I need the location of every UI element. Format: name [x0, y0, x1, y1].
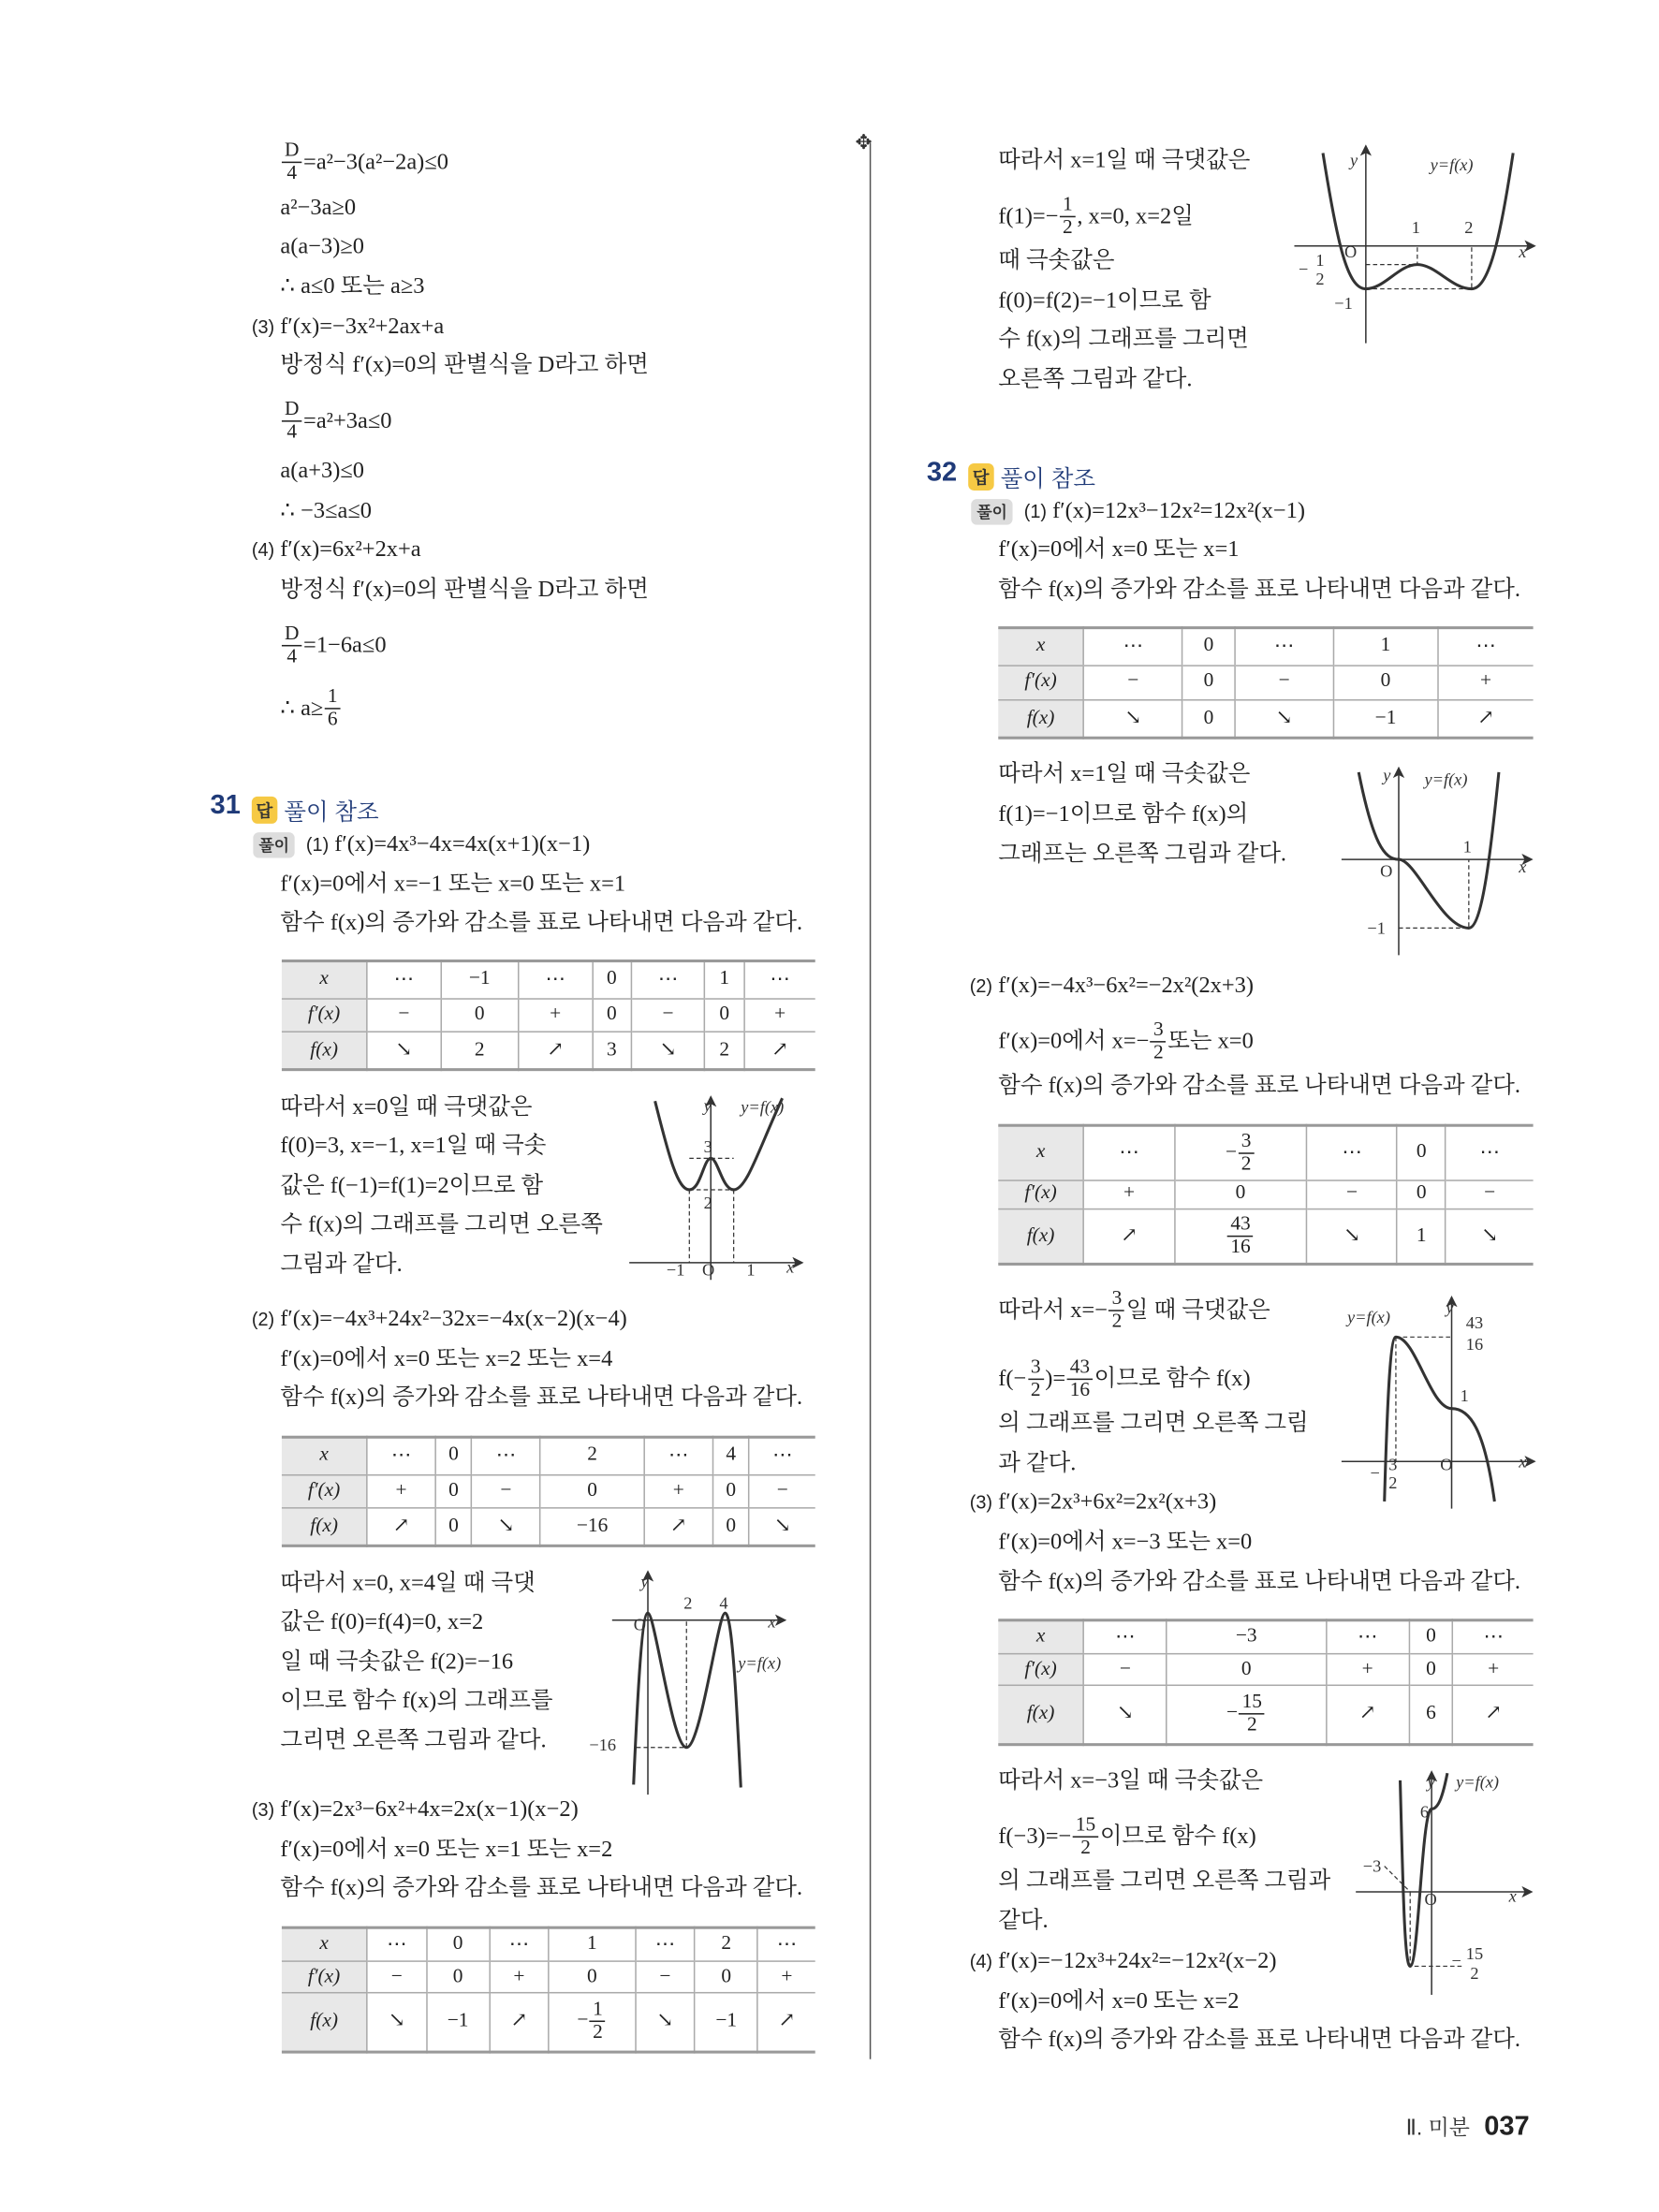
table-cell: 6 — [1409, 1685, 1453, 1745]
table-cell: ⋯ — [1084, 1125, 1175, 1180]
numerator: 3 — [1109, 1288, 1125, 1311]
table-cell: 0 — [1397, 1180, 1446, 1209]
line-text: 수 f(x)의 그래프를 그리면 오른쪽 — [280, 1212, 603, 1238]
line-text: 값은 f(0)=f(4)=0, x=2 — [280, 1610, 484, 1635]
table-cell: ↘ — [1084, 700, 1182, 738]
line-text: 함수 f(x)의 증가와 감소를 표로 나타내면 다음과 같다. — [998, 578, 1521, 603]
line-text: 함수 f(x)의 증가와 감소를 표로 나타내면 다음과 같다. — [280, 911, 803, 936]
axis-label-x: x — [1508, 1886, 1517, 1906]
table-cell: f(x) — [282, 1509, 367, 1546]
table-cell: + — [644, 1474, 712, 1509]
axis-label-x: x — [1519, 1452, 1527, 1472]
line-text: 함수 f(x)의 증가와 감소를 표로 나타내면 다음과 같다. — [280, 1385, 803, 1411]
table-cell: − — [367, 1961, 426, 1992]
numerator: 15 — [1073, 1815, 1098, 1838]
line-text: , x=0, x=2일 — [1077, 203, 1194, 228]
table-cell: ↘ — [1084, 1685, 1167, 1745]
answer-text: 풀이 참조 — [1000, 467, 1095, 492]
sign: − — [1226, 1703, 1239, 1725]
sign: − — [577, 2011, 589, 2032]
line-text: 따라서 x=−3일 때 극솟값은 — [998, 1768, 1264, 1794]
numerator: 3 — [1151, 1019, 1167, 1042]
part-label: (3) — [251, 1798, 275, 1821]
line-text: 따라서 x=0, x=4일 때 극댓 — [280, 1571, 536, 1596]
denominator: 2 — [593, 2022, 603, 2044]
table-cell: 0 — [426, 1927, 489, 1961]
line-text: 또는 x=0 — [1167, 1029, 1254, 1054]
ornament-icon: ✥ — [855, 133, 873, 154]
part-label: (2) — [969, 974, 992, 997]
line-text: f′(x)=12x³−12x²=12x²(x−1) — [1052, 499, 1305, 524]
table-cell: 1 — [1333, 628, 1438, 666]
table-cell: ⋯ — [490, 1927, 549, 1961]
graph-32-3 — [1356, 1773, 1530, 1995]
curve-label: y=f(x) — [741, 1097, 785, 1117]
line-text: f′(x)=0에서 x=−1 또는 x=0 또는 x=1 — [280, 872, 626, 897]
answer-badge: 답 — [252, 797, 277, 824]
table-cell: ↗ — [644, 1509, 712, 1546]
page-number: 037 — [1484, 2112, 1530, 2143]
line-text: 때 극솟값은 — [998, 248, 1115, 273]
table-cell: ⋯ — [367, 961, 441, 999]
table-cell: ↗ — [757, 1993, 815, 2053]
denominator: 2 — [1063, 217, 1073, 240]
table-cell: − — [636, 1961, 695, 1992]
graph-31-1 — [629, 1095, 800, 1280]
origin-label: O — [1424, 1889, 1437, 1909]
table-cell: 0 — [1409, 1620, 1453, 1654]
line-text: 이므로 함수 f(x) — [1094, 1366, 1251, 1391]
line-text: ∴ −3≤a≤0 — [280, 499, 372, 524]
tick-label: 2 — [683, 1593, 693, 1613]
table-cell: f′(x) — [282, 1474, 367, 1509]
tick-label: 2 — [703, 1193, 712, 1212]
line-text: f′(x)=0에서 x=−3 또는 x=0 — [998, 1530, 1253, 1555]
table-cell: ↗ — [744, 1033, 815, 1070]
table-cell: 0 — [1182, 666, 1235, 700]
origin-label: O — [1440, 1455, 1453, 1474]
table-cell: f′(x) — [282, 1961, 367, 1992]
table-cell: 2 — [695, 1927, 757, 1961]
graph-30-4 — [1294, 147, 1533, 343]
table-cell: x — [282, 961, 367, 999]
solution-badge: 풀이 — [971, 499, 1013, 524]
table-cell: ⋯ — [636, 1927, 695, 1961]
table-cell: f(x) — [282, 1033, 367, 1070]
origin-label: O — [702, 1260, 715, 1280]
table-cell: ↘ — [367, 1033, 441, 1070]
table-cell: ⋯ — [1084, 628, 1182, 666]
line-text: f′(x)=−12x³+24x²=−12x²(x−2) — [998, 1949, 1277, 1974]
table-cell: ⋯ — [1326, 1620, 1408, 1654]
part-label: (3) — [969, 1491, 992, 1514]
line-text: f′(x)=2x³−6x²+4x=2x(x−1)(x−2) — [280, 1797, 579, 1823]
table-cell: ↗ — [1438, 700, 1534, 738]
part-label: (1) — [1023, 500, 1048, 522]
table-cell: ↘ — [1307, 1209, 1398, 1265]
line-text: 과 같다. — [998, 1451, 1077, 1476]
line-text: 오른쪽 그림과 같다. — [998, 367, 1193, 392]
table-cell: x — [998, 628, 1083, 666]
tick-label: 1 — [1462, 837, 1472, 857]
curve-label: y=f(x) — [1456, 1772, 1500, 1792]
tick-label: −3 — [1362, 1856, 1382, 1876]
line-text: 이므로 함수 f(x) — [1099, 1824, 1256, 1849]
part-label: (1) — [305, 833, 330, 856]
line-text: 방정식 f′(x)=0의 판별식을 D라고 하면 — [280, 578, 649, 603]
line-text: f′(x)=−4x³−6x²=−2x²(2x+3) — [998, 974, 1255, 999]
table-cell: ↗ — [1453, 1685, 1534, 1745]
line-text: f(−3)=− — [998, 1824, 1072, 1849]
table-cell: 1 — [705, 961, 744, 999]
table-cell: ↘ — [636, 1993, 695, 2053]
line-text: ∴ a≥ — [280, 696, 324, 721]
table-cell: − — [472, 1474, 540, 1509]
line-text: 값은 f(−1)=f(1)=2이므로 함 — [280, 1174, 544, 1199]
table-cell: 0 — [712, 1474, 749, 1509]
tick-label: −1 — [1367, 918, 1386, 938]
tick-label: − — [1451, 1951, 1461, 1970]
line-text: 방정식 f′(x)=0의 판별식을 D라고 하면 — [280, 353, 649, 378]
line-text: f′(x)=0에서 x=0 또는 x=1 — [998, 537, 1240, 563]
numerator: 43 — [1227, 1214, 1253, 1237]
table-cell: + — [1453, 1654, 1534, 1685]
line-text: f′(x)=0에서 x=0 또는 x=2 — [998, 1988, 1240, 2014]
table-cell: + — [367, 1474, 435, 1509]
table-cell: f′(x) — [282, 998, 367, 1033]
line-text: 그래프는 오른쪽 그림과 같다. — [998, 842, 1287, 867]
part-label: (2) — [251, 1308, 275, 1330]
tick-label: −16 — [589, 1735, 617, 1754]
table-cell: 0 — [712, 1509, 749, 1546]
tick-label: 43 — [1465, 1313, 1484, 1333]
table-cell: ⋯ — [1438, 628, 1534, 666]
line-text: f(0)=3, x=−1, x=1일 때 극솟 — [280, 1134, 547, 1159]
table-cell: 0 — [1174, 1180, 1306, 1209]
tick-label: − — [1370, 1463, 1380, 1483]
table-cell: + — [1438, 666, 1534, 700]
denominator: 6 — [327, 709, 338, 731]
table-cell: ↗ — [1326, 1685, 1408, 1745]
origin-label: O — [633, 1615, 646, 1634]
curve-label: y=f(x) — [738, 1653, 782, 1673]
line-text: =a²+3a≤0 — [303, 408, 392, 433]
table-cell: 0 — [435, 1437, 472, 1474]
table-cell: + — [519, 998, 593, 1033]
table-cell: f′(x) — [998, 666, 1083, 700]
sign: − — [1226, 1142, 1238, 1164]
numerator: D — [282, 623, 302, 646]
table-cell: x — [998, 1125, 1083, 1180]
line-text: 그리면 오른쪽 그림과 같다. — [280, 1728, 547, 1753]
tick-label: 1 — [1460, 1386, 1469, 1406]
table-cell: f(x) — [282, 1993, 367, 2053]
question-number: 32 — [926, 457, 958, 488]
line-text: 이므로 함수 f(x)의 그래프를 — [280, 1689, 553, 1714]
table-cell: − — [631, 998, 705, 1033]
table-cell: ↗ — [367, 1509, 435, 1546]
axis-label-x: x — [1519, 242, 1527, 261]
table-cell: 0 — [1182, 628, 1235, 666]
curve-label: y=f(x) — [1346, 1308, 1390, 1327]
table-cell: x — [282, 1437, 367, 1474]
table-cell: ↘ — [472, 1509, 540, 1546]
origin-label: O — [1380, 861, 1393, 881]
denominator: 2 — [1241, 1153, 1252, 1176]
table-cell: ↗ — [1084, 1209, 1175, 1265]
table-cell: 3 — [592, 1033, 631, 1070]
part-label: (3) — [251, 315, 275, 338]
line-text: 일 때 극솟값은 f(2)=−16 — [280, 1649, 514, 1675]
question-number: 31 — [210, 790, 241, 821]
solution-badge: 풀이 — [253, 832, 295, 857]
line-text: =a²−3(a²−2a)≤0 — [303, 149, 448, 174]
axis-label-x: x — [1519, 857, 1527, 876]
axis-label-y: y — [1446, 1297, 1454, 1317]
table-cell: 0 — [1333, 666, 1438, 700]
line-text: f′(x)=6x²+2x+a — [280, 537, 421, 563]
table-cell: 2 — [705, 1033, 744, 1070]
table-cell: 0 — [435, 1509, 472, 1546]
numerator: 1 — [325, 686, 341, 709]
axis-label-y: y — [1383, 766, 1391, 785]
curve-label: y=f(x) — [1424, 769, 1468, 789]
line-text: f′(x)=−3x²+2ax+a — [280, 315, 445, 340]
table-cell: −1 — [426, 1993, 489, 2053]
line-text: 따라서 x=0일 때 극댓값은 — [280, 1095, 533, 1121]
tick-label: 2 — [1315, 269, 1325, 288]
table-cell: ⋯ — [1235, 628, 1333, 666]
table-cell: ⋯ — [1307, 1125, 1398, 1180]
denominator: 16 — [1230, 1237, 1251, 1259]
line-text: f′(x)=0에서 x=0 또는 x=1 또는 x=2 — [280, 1837, 613, 1862]
table-cell: f(x) — [998, 1685, 1083, 1745]
table-cell: 0 — [549, 1961, 636, 1992]
table-cell: 0 — [441, 998, 519, 1033]
table-cell: ↘ — [1235, 700, 1333, 738]
graph-31-2 — [612, 1573, 784, 1795]
table-cell: ↘ — [367, 1993, 426, 2053]
tick-label: 2 — [1464, 217, 1474, 237]
tick-label: −1 — [666, 1260, 685, 1280]
line-text: 같다. — [998, 1909, 1049, 1934]
line-text: 따라서 x=1일 때 극솟값은 — [998, 762, 1251, 787]
numerator: 1 — [1060, 195, 1076, 217]
axis-label-y: y — [1427, 1772, 1435, 1792]
table-cell: ⋯ — [749, 1437, 815, 1474]
axis-label-y: y — [703, 1095, 712, 1115]
line-text: 함수 f(x)의 증가와 감소를 표로 나타내면 다음과 같다. — [998, 1074, 1521, 1099]
tick-label: 1 — [746, 1260, 756, 1280]
denominator: 4 — [286, 646, 298, 668]
table-cell: f′(x) — [998, 1180, 1083, 1209]
denominator: 2 — [1152, 1042, 1164, 1064]
tick-label: 1 — [1315, 251, 1325, 271]
denominator: 2 — [1246, 1715, 1257, 1737]
table-cell: 0 — [1397, 1125, 1446, 1180]
line-text: f′(x)=0에서 x=0 또는 x=2 또는 x=4 — [280, 1346, 613, 1371]
numerator: 15 — [1240, 1692, 1265, 1715]
line-text: 함수 f(x)의 증가와 감소를 표로 나타내면 다음과 같다. — [280, 1876, 803, 1901]
table-cell: − — [1235, 666, 1333, 700]
table-cell: − — [1084, 666, 1182, 700]
table-cell: ⋯ — [1446, 1125, 1534, 1180]
table-cell: f(x) — [998, 1209, 1083, 1265]
denominator: 2 — [1111, 1311, 1123, 1333]
table-cell: ↘ — [631, 1033, 705, 1070]
line-text: 수 f(x)의 그래프를 그리면 — [998, 327, 1249, 352]
origin-label: O — [1343, 242, 1358, 261]
tick-label: −1 — [1334, 293, 1353, 313]
table-cell: + — [490, 1961, 549, 1992]
tick-label: 2 — [1388, 1473, 1398, 1493]
line-text: )= — [1045, 1366, 1066, 1391]
line-text: 따라서 x=− — [998, 1297, 1108, 1323]
part-label: (4) — [251, 538, 275, 561]
line-text: 의 그래프를 그리면 오른쪽 그림과 — [998, 1868, 1331, 1894]
table-cell: − — [1084, 1654, 1167, 1685]
table-cell: −3 — [1167, 1620, 1326, 1654]
table-cell: 0 — [1409, 1654, 1453, 1685]
table-cell: ⋯ — [1084, 1620, 1167, 1654]
table-cell: 0 — [592, 961, 631, 999]
table-cell: 0 — [695, 1961, 757, 1992]
line-text: 함수 f(x)의 증가와 감소를 표로 나타내면 다음과 같다. — [998, 1570, 1521, 1595]
line-text: a(a+3)≤0 — [280, 459, 365, 484]
table-cell: 0 — [435, 1474, 472, 1509]
table-cell: 0 — [592, 998, 631, 1033]
tick-label: 1 — [1411, 217, 1420, 237]
table-cell: −1 — [695, 1993, 757, 2053]
axis-label-y: y — [640, 1572, 649, 1591]
table-cell: − — [749, 1474, 815, 1509]
line-text: 일 때 극댓값은 — [1125, 1297, 1270, 1323]
table-cell: + — [1326, 1654, 1408, 1685]
table-cell: ⋯ — [472, 1437, 540, 1474]
table-cell: ⋯ — [367, 1927, 426, 1961]
tick-label: − — [1299, 259, 1309, 279]
axis-label-y: y — [1350, 151, 1358, 170]
denominator: 4 — [286, 163, 298, 185]
table-cell: −16 — [540, 1509, 644, 1546]
denominator: 4 — [286, 421, 298, 444]
line-text: f(1)=− — [998, 203, 1059, 228]
table-cell: x — [282, 1927, 367, 1961]
line-text: f(0)=f(2)=−1이므로 함 — [998, 288, 1211, 314]
table-cell: + — [757, 1961, 815, 1992]
tick-label: 4 — [719, 1593, 728, 1613]
table-cell: ↘ — [749, 1509, 815, 1546]
line-text: ∴ a≤0 또는 a≥3 — [280, 274, 425, 300]
table-cell: ↗ — [519, 1033, 593, 1070]
answer-text: 풀이 참조 — [284, 800, 379, 826]
line-text: a(a−3)≥0 — [280, 234, 365, 259]
numerator: 3 — [1028, 1357, 1044, 1380]
line-text: a²−3a≥0 — [280, 196, 357, 221]
table-cell: 4 — [712, 1437, 749, 1474]
table-cell: x — [998, 1620, 1083, 1654]
table-cell: ⋯ — [757, 1927, 815, 1961]
table-cell: ↗ — [490, 1993, 549, 2053]
tick-label: 6 — [1419, 1802, 1430, 1822]
axis-label-x: x — [768, 1612, 776, 1632]
table-cell: ⋯ — [644, 1437, 712, 1474]
line-text: f(− — [998, 1366, 1027, 1391]
line-text: f′(x)=−4x³+24x²−32x=−4x(x−2)(x−4) — [280, 1307, 627, 1332]
table-cell: 0 — [1182, 700, 1235, 738]
line-text: 의 그래프를 그리면 오른쪽 그림 — [998, 1411, 1309, 1436]
table-cell: + — [1084, 1180, 1175, 1209]
line-text: 따라서 x=1일 때 극댓값은 — [998, 148, 1251, 173]
table-cell: ⋯ — [367, 1437, 435, 1474]
denominator: 2 — [1030, 1380, 1041, 1402]
table-cell: −1 — [1333, 700, 1438, 738]
tick-label: 3 — [703, 1137, 712, 1157]
table-cell: f(x) — [998, 700, 1083, 738]
table-cell: 2 — [540, 1437, 644, 1474]
numerator: D — [282, 399, 302, 421]
tick-label: 2 — [1470, 1964, 1479, 1984]
table-cell: + — [744, 998, 815, 1033]
line-text: f′(x)=4x³−4x=4x(x+1)(x−1) — [334, 832, 591, 857]
line-text: 함수 f(x)의 증가와 감소를 표로 나타내면 다음과 같다. — [998, 2028, 1521, 2053]
table-cell: f′(x) — [998, 1654, 1083, 1685]
table-cell: 0 — [426, 1961, 489, 1992]
line-text: f′(x)=2x³+6x²=2x²(x+3) — [998, 1489, 1217, 1515]
table-cell: ↘ — [1446, 1209, 1534, 1265]
denominator: 2 — [1080, 1837, 1091, 1859]
table-cell: − — [1446, 1180, 1534, 1209]
numerator: 43 — [1067, 1357, 1093, 1380]
tick-label: 16 — [1465, 1335, 1484, 1355]
table-cell: 2 — [441, 1033, 519, 1070]
table-cell: 0 — [540, 1474, 644, 1509]
numerator: D — [282, 140, 302, 163]
line-text: f′(x)=0에서 x=− — [998, 1029, 1150, 1054]
line-text: =1−6a≤0 — [303, 632, 387, 657]
line-text: 그림과 같다. — [280, 1252, 403, 1278]
line-text: f(1)=−1이므로 함수 f(x)의 — [998, 801, 1249, 827]
table-cell: − — [367, 998, 441, 1033]
curve-label: y=f(x) — [1430, 154, 1474, 174]
section-label: Ⅱ. 미분 — [1405, 2116, 1470, 2141]
table-cell: − — [1307, 1180, 1398, 1209]
table-cell: 0 — [705, 998, 744, 1033]
table-cell: 1 — [549, 1927, 636, 1961]
table-cell: 0 — [1167, 1654, 1326, 1685]
table-cell: 1 — [1397, 1209, 1446, 1265]
part-label: (4) — [969, 1950, 992, 1972]
tick-label: 3 — [1388, 1455, 1398, 1474]
numerator: 1 — [590, 2000, 606, 2022]
table-cell: ⋯ — [744, 961, 815, 999]
table-cell: ⋯ — [519, 961, 593, 999]
table-cell: ⋯ — [1453, 1620, 1534, 1654]
axis-label-x: x — [786, 1257, 795, 1277]
table-cell: ⋯ — [631, 961, 705, 999]
table-cell: −1 — [441, 961, 519, 999]
answer-badge: 답 — [968, 463, 993, 491]
denominator: 16 — [1069, 1380, 1091, 1402]
numerator: 3 — [1239, 1131, 1255, 1153]
tick-label: 15 — [1465, 1943, 1484, 1963]
